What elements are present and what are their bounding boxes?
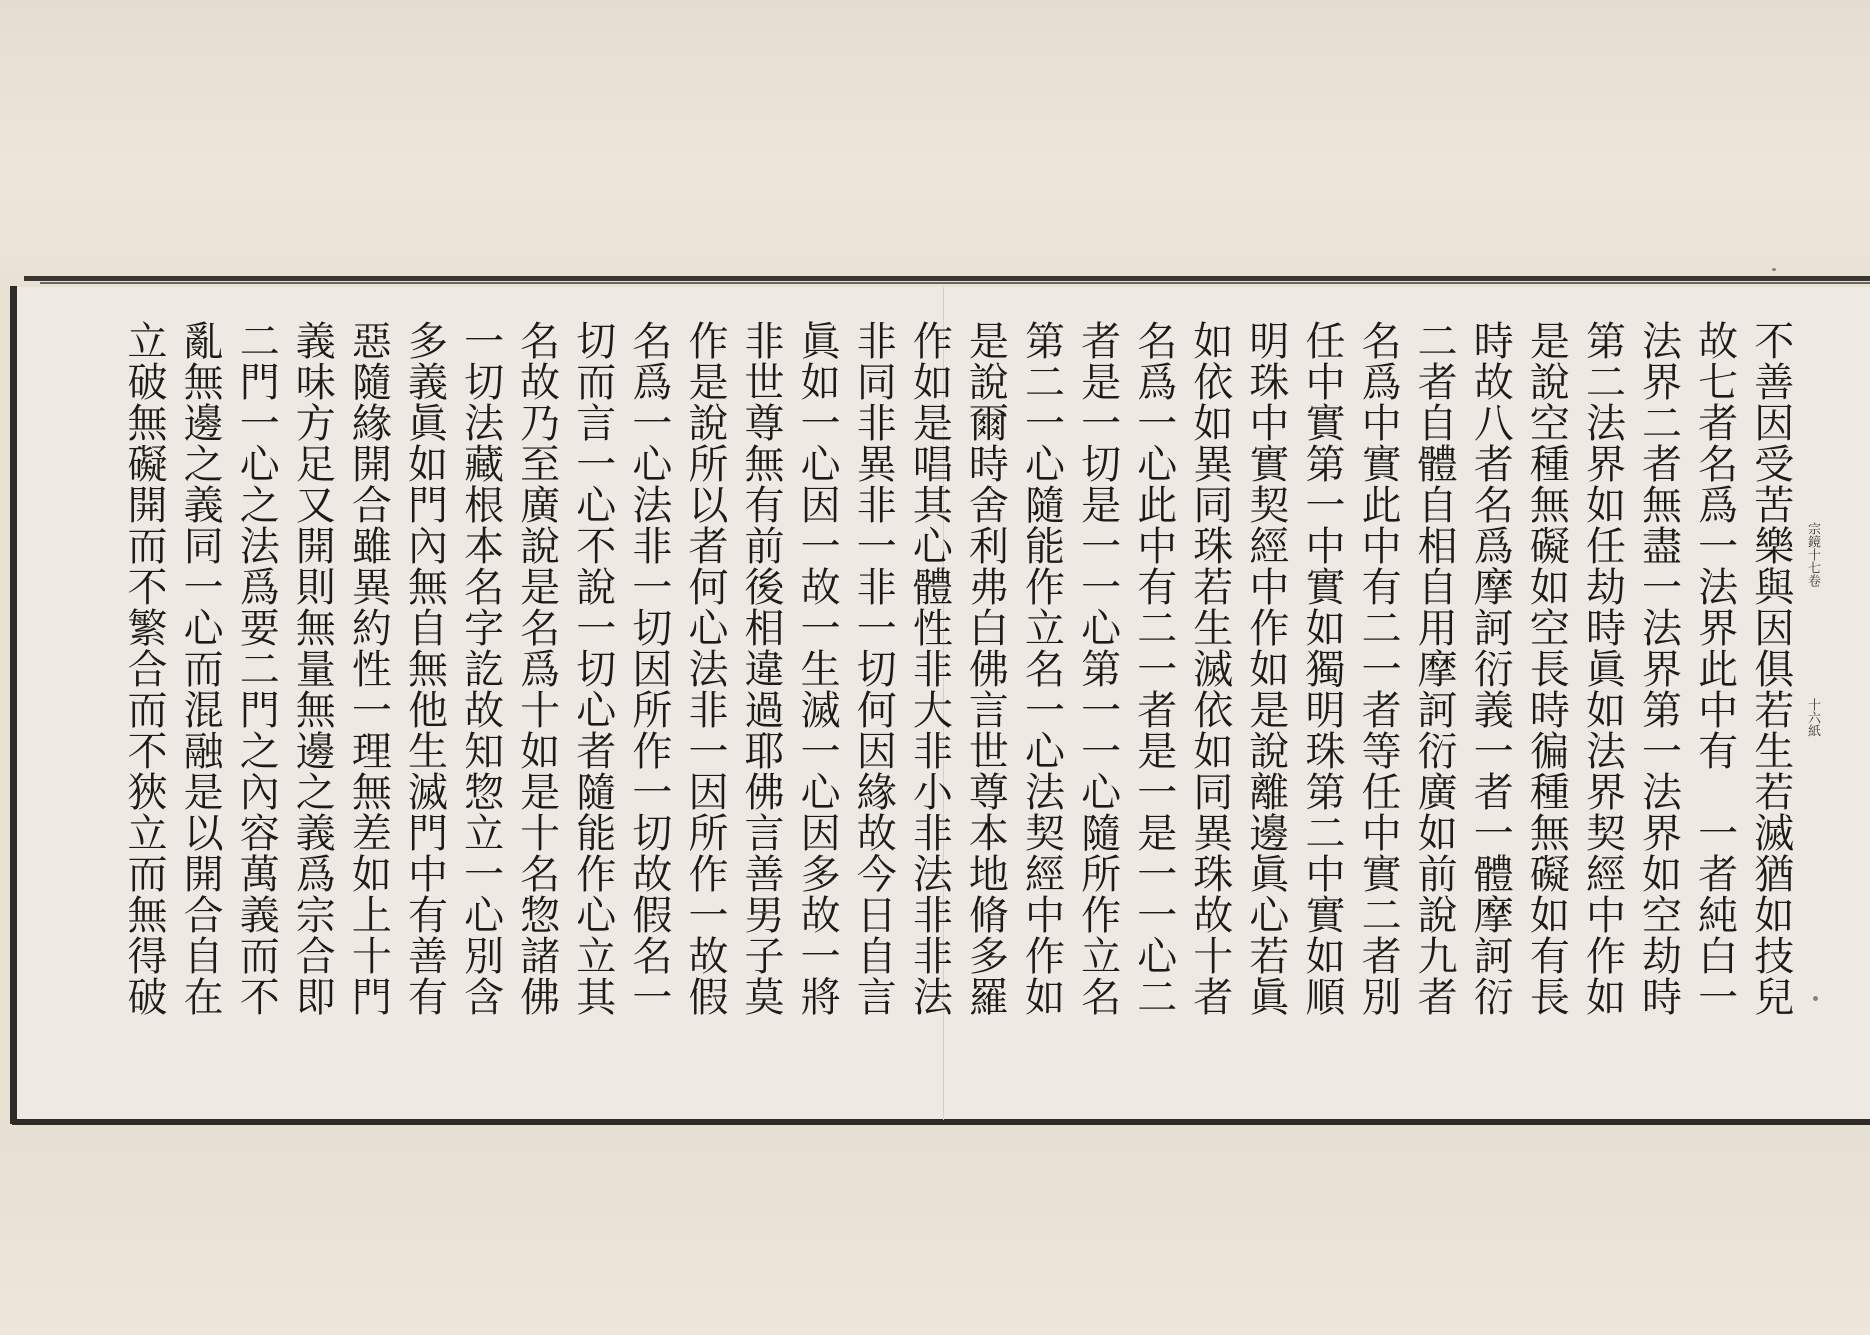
left-border-rule [10,286,17,1124]
text-column: 是說空種無礙如空長時徧種無礙如有長 [1523,320,1570,1017]
text-column: 惡隨緣開合雖異約性一理無差如上十門 [345,320,392,1017]
text-column: 切而言一心不說一切心者隨能作心立其 [569,320,616,1017]
text-column: 非同非異非一非一切何因緣故今日自言 [850,320,897,1017]
top-border-rule-inner [40,282,1870,284]
vertical-text-columns [120,320,1795,1060]
ink-spot [1772,268,1776,271]
page-margin-top [0,0,1870,285]
text-column: 名爲一心此中有二一者是一是一一心二 [1130,320,1177,1017]
text-column: 名爲中實此中有二一者等任中實二者別 [1355,320,1402,1017]
text-column: 明珠中實契經中作如是說離邊眞心若眞 [1242,320,1289,1017]
text-column: 如依如異同珠若生滅依如同異珠故十者 [1186,320,1233,1017]
text-column: 者是一切是一一心第一一心隨所作立名 [1074,320,1121,1017]
text-column: 第二一心隨能作立名一心法契經中作如 [1018,320,1065,1017]
text-column: 名爲一心法非一切因所作一切故假名一 [625,320,672,1017]
top-border-rule [24,276,1870,281]
text-column: 立破無礙開而不繁合而不狹立而無得破 [121,320,167,1017]
text-column: 非世尊無有前後相違過耶佛言善男子莫 [738,320,785,1017]
margin-note-volume: 宗鏡十七卷 [1805,522,1820,587]
text-column: 法界二者無盡一法界第一法界如空劫時 [1635,320,1682,1017]
text-column: 不善因受苦樂與因俱若生若滅猶如技兒 [1747,320,1794,1017]
bottom-border-rule [12,1119,1870,1125]
text-column: 時故八者名爲摩訶衍義一者一體摩訶衍 [1467,320,1514,1017]
text-column: 第二法界如任劫時眞如法界契經中作如 [1579,320,1626,1017]
page-margin-bottom [0,1125,1870,1335]
text-column: 故七者名爲一法界此中有 一者純白一 [1691,320,1738,1017]
text-column: 義味方足又開則無量無邊之義爲宗合即 [289,320,336,1017]
text-column: 亂無邊之義同一心而混融是以開合自在 [177,320,224,1017]
text-column: 一切法藏根本名字訖故知惣立一心別含 [457,320,504,1017]
ink-spot [1813,996,1818,1001]
margin-note-leaf: 十六紙 [1805,698,1820,737]
text-column: 作是說所以者何心法非一因所作一故假 [681,320,728,1017]
text-column: 二門一心之法爲要二門之內容萬義而不 [233,320,280,1017]
text-column: 名故乃至廣說是名爲十如是十名惣諸佛 [513,320,560,1017]
text-column: 任中實第一中實如獨明珠第二中實如順 [1298,320,1345,1017]
text-column: 多義眞如門內無自無他生滅門中有善有 [401,320,448,1017]
text-column: 作如是唱其心體性非大非小非法非非法 [906,320,953,1017]
text-column: 是說爾時舍利弗白佛言世尊本地脩多羅 [962,320,1009,1017]
text-column: 二者自體自相自用摩訶衍廣如前說九者 [1411,320,1458,1017]
text-column: 眞如一心因一故一生滅一心因多故一將 [794,320,841,1017]
